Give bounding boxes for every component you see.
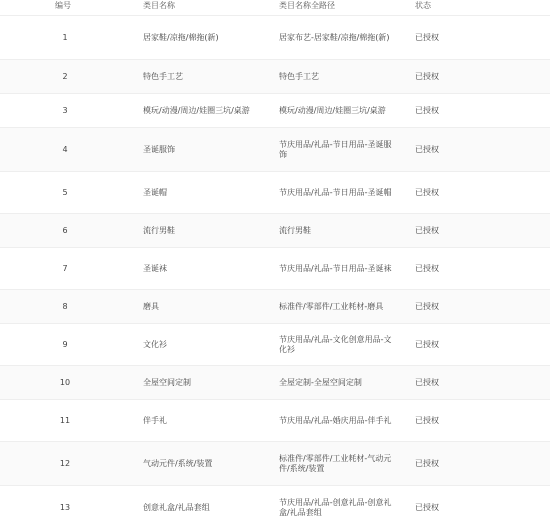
row-status: 已授权	[415, 339, 439, 349]
table-row	[0, 323, 550, 365]
header-category-name: 类目名称	[143, 1, 175, 10]
row-category-path: 模玩/动漫/周边/娃圈三坑/桌游	[279, 105, 386, 115]
table-row	[0, 365, 550, 399]
row-category-name: 伴手礼	[143, 415, 167, 425]
row-number: 10	[59, 377, 71, 387]
row-status: 已授权	[415, 415, 439, 425]
row-number: 5	[62, 187, 68, 197]
row-category-path: 节庆用品/礼品-节日用品-圣诞帽	[279, 187, 392, 197]
row-category-name: 创意礼盒/礼品套组	[143, 502, 210, 512]
table-row	[0, 213, 550, 247]
row-number: 12	[59, 458, 71, 468]
row-status: 已授权	[415, 301, 439, 311]
row-category-path: 特色手工艺	[279, 71, 319, 81]
table-row	[0, 171, 550, 213]
row-number: 11	[59, 415, 71, 425]
table-row	[0, 441, 550, 485]
row-category-path: 标准件/零部件/工业耗材-磨具	[279, 301, 384, 311]
table-row	[0, 399, 550, 441]
row-category-name: 磨具	[143, 301, 159, 311]
table-row	[0, 289, 550, 323]
row-category-name: 圣诞帽	[143, 187, 167, 197]
row-category-name: 模玩/动漫/周边/娃圈三坑/桌游	[143, 105, 250, 115]
table-row	[0, 127, 550, 171]
row-category-path: 流行男鞋	[279, 225, 311, 235]
header-number: 编号	[55, 1, 71, 10]
table-row	[0, 59, 550, 93]
row-status: 已授权	[415, 225, 439, 235]
row-category-path: 节庆用品/礼品-节日用品-圣诞袜	[279, 263, 392, 273]
row-category-name: 圣诞服饰	[143, 144, 175, 154]
table-row	[0, 15, 550, 59]
row-category-name: 流行男鞋	[143, 225, 175, 235]
row-number: 9	[62, 339, 68, 349]
row-category-path: 标准件/零部件/工业耗材-气动元件/系统/装置	[279, 453, 392, 473]
table-row	[0, 247, 550, 289]
table-header	[0, 0, 550, 15]
row-category-name: 气动元件/系统/装置	[143, 458, 213, 468]
row-category-path: 节庆用品/礼品-节日用品-圣诞服饰	[279, 139, 392, 159]
row-number: 7	[62, 263, 68, 273]
row-status: 已授权	[415, 32, 439, 42]
row-status: 已授权	[415, 144, 439, 154]
row-status: 已授权	[415, 187, 439, 197]
row-category-path: 节庆用品/礼品-创意礼品-创意礼盒/礼品套组	[279, 497, 392, 517]
row-number: 8	[62, 301, 68, 311]
row-number: 1	[62, 32, 68, 42]
row-category-name: 特色手工艺	[143, 71, 183, 81]
row-status: 已授权	[415, 71, 439, 81]
row-status: 已授权	[415, 502, 439, 512]
row-status: 已授权	[415, 377, 439, 387]
row-status: 已授权	[415, 105, 439, 115]
row-number: 6	[62, 225, 68, 235]
row-category-name: 全屋空间定制	[143, 377, 191, 387]
row-category-name: 文化衫	[143, 339, 167, 349]
row-category-path: 全屋定制-全屋空间定制	[279, 377, 362, 387]
row-number: 4	[62, 144, 68, 154]
row-category-path: 居家布艺-居家鞋/凉拖/棉拖(新)	[279, 32, 390, 42]
header-status: 状态	[415, 1, 431, 10]
table-row	[0, 93, 550, 127]
row-number: 3	[62, 105, 68, 115]
row-status: 已授权	[415, 263, 439, 273]
table-row	[0, 485, 550, 529]
row-number: 2	[62, 71, 68, 81]
row-status: 已授权	[415, 458, 439, 468]
header-category-path: 类目名称全路径	[279, 1, 335, 10]
row-category-name: 居家鞋/凉拖/棉拖(新)	[143, 32, 219, 42]
row-category-path: 节庆用品/礼品-婚庆用品-伴手礼	[279, 415, 392, 425]
row-category-name: 圣诞袜	[143, 263, 167, 273]
row-category-path: 节庆用品/礼品-文化创意用品-文化衫	[279, 334, 392, 354]
row-number: 13	[59, 502, 71, 512]
